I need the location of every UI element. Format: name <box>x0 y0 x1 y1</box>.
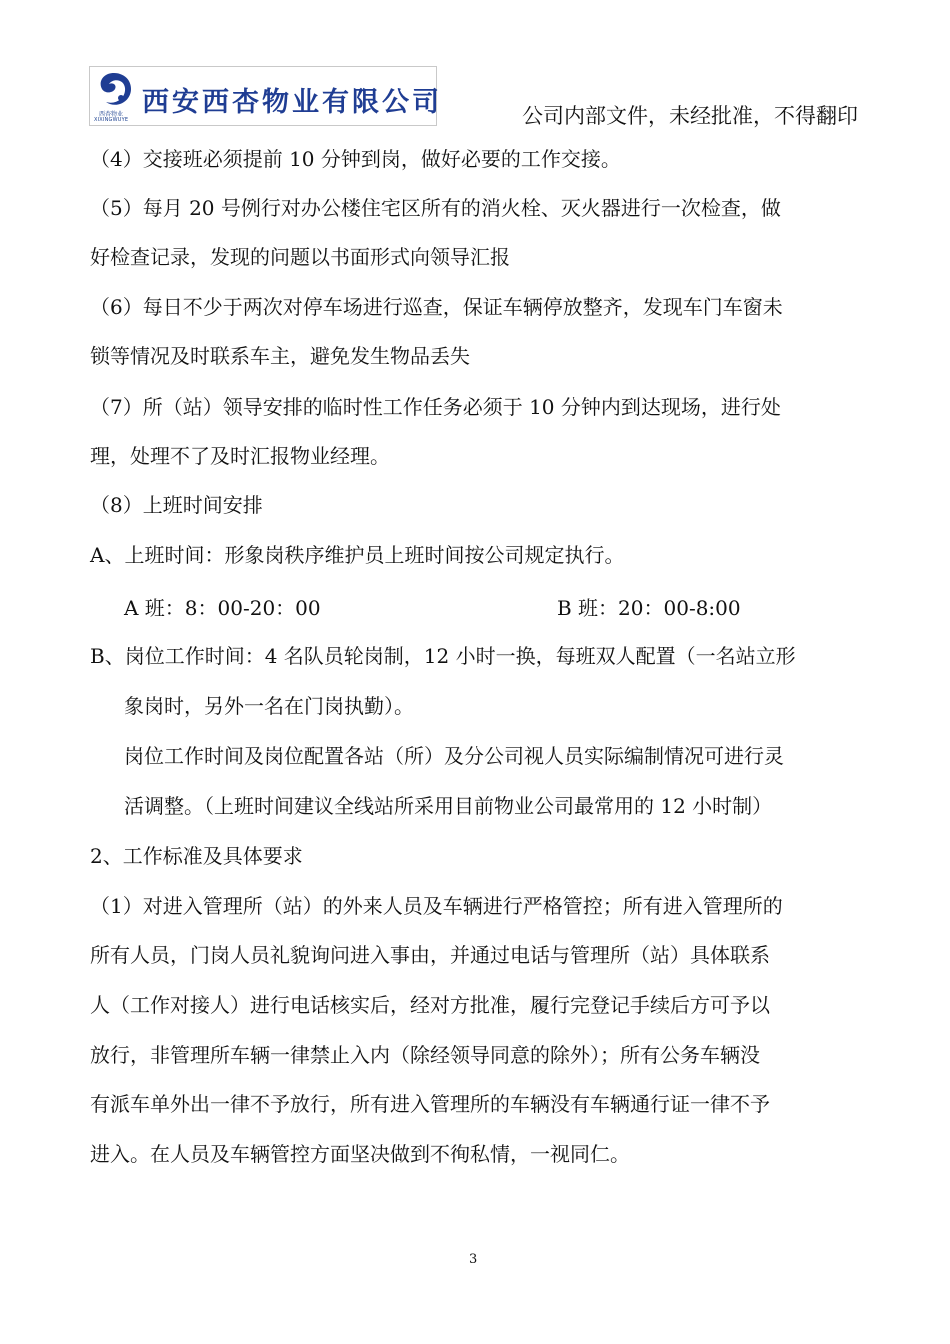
schedule-b-line-2: 象岗时，另外一名在门岗执勤）。 <box>124 694 414 718</box>
req-1-line-4: 放行，非管理所车辆一律禁止入内（除经领导同意的除外）；所有公务车辆没 <box>90 1043 760 1067</box>
req-1-line-6: 进入。在人员及车辆管控方面坚决做到不徇私情，一视同仁。 <box>90 1142 630 1166</box>
req-1-line-1: （1）对进入管理所（站）的外来人员及车辆进行严格管控；所有进入管理所的 <box>90 894 783 918</box>
schedule-b-line-3: 岗位工作时间及岗位配置各站（所）及分公司视人员实际编制情况可进行灵 <box>124 744 784 768</box>
logo-caption-en: XIXINGWUYE <box>94 117 129 123</box>
item-6-line-2: 锁等情况及时联系车主，避免发生物品丢失 <box>90 344 470 368</box>
schedule-b-line-4: 活调整。（上班时间建议全线站所采用目前物业公司最常用的 12 小时制） <box>124 794 773 818</box>
shift-a-time: A 班：8：00-20：00 <box>124 596 321 620</box>
swirl-logo-icon <box>94 70 134 110</box>
item-5-line-2: 好检查记录，发现的问题以书面形式向领导汇报 <box>90 245 510 269</box>
logo-caption-cn: 西杏物业 <box>99 111 124 118</box>
company-name: 西安西杏物业有限公司 <box>142 87 442 118</box>
item-7-line-2: 理，处理不了及时汇报物业经理。 <box>90 444 390 468</box>
item-6-line-1: （6）每日不少于两次对停车场进行巡查，保证车辆停放整齐，发现车门车窗未 <box>90 295 783 319</box>
schedule-a-line: A、上班时间：形象岗秩序维护员上班时间按公司规定执行。 <box>90 543 625 567</box>
internal-document-notice: 公司内部文件，未经批准，不得翻印 <box>522 104 858 128</box>
item-8: （8）上班时间安排 <box>90 493 263 517</box>
section-2-heading: 2、工作标准及具体要求 <box>90 844 303 868</box>
item-5-line-1: （5）每月 20 号例行对办公楼住宅区所有的消火栓、灭火器进行一次检查，做 <box>90 196 781 220</box>
item-7-line-1: （7）所（站）领导安排的临时性工作任务必须于 10 分钟内到达现场，进行处 <box>90 395 781 419</box>
company-logo <box>89 66 442 126</box>
item-4: （4）交接班必须提前 10 分钟到岗，做好必要的工作交接。 <box>90 147 621 171</box>
req-1-line-2: 所有人员，门岗人员礼貌询问进入事由，并通过电话与管理所（站）具体联系 <box>90 943 770 967</box>
shift-b-time: B 班：20：00-8:00 <box>557 596 741 620</box>
req-1-line-5: 有派车单外出一律不予放行，所有进入管理所的车辆没有车辆通行证一律不予 <box>90 1092 770 1116</box>
page-number: 3 <box>469 1252 478 1267</box>
schedule-b-line-1: B、岗位工作时间：4 名队员轮岗制，12 小时一换，每班双人配置（一名站立形 <box>90 644 796 668</box>
req-1-line-3: 人（工作对接人）进行电话核实后，经对方批准，履行完登记手续后方可予以 <box>90 993 770 1017</box>
